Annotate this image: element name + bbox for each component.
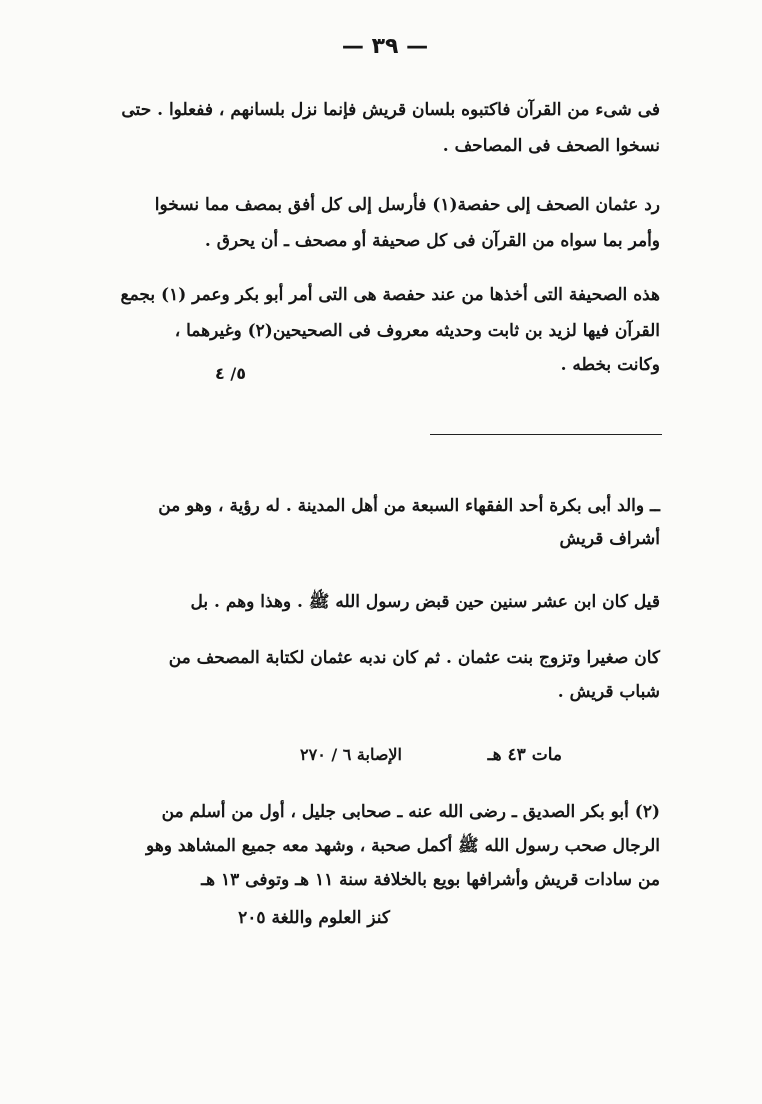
body-line-4: وأمر بما سواه من القرآن فى كل صحيفة أو مصحف ـ أن يحرق . xyxy=(204,231,660,251)
footnote-1-line-4: كان صغيرا وتزوج بنت عثمان . ثم كان ندبه عثمان لكتابة المصحف من xyxy=(168,648,660,668)
footnote-2-line-2: الرجال صحب رسول الله ﷺ أكمل صحبة ، وشهد معه جميع المشاهد وهو xyxy=(146,836,660,856)
footnote-1-death: مات ٤٣ هـ xyxy=(487,745,562,765)
page-number: — ٣٩ — xyxy=(341,34,429,59)
body-line-2: نسخوا الصحف فى المصاحف . xyxy=(442,136,660,156)
body-line-3: رد عثمان الصحف إلى حفصة(١) فأرسل إلى كل أفق بمصف مما نسخوا xyxy=(154,195,660,215)
footnote-1-line-3: قيل كان ابن عشر سنين حين قبض رسول الله ﷺ . وهذا وهم . بل xyxy=(190,592,660,612)
footnote-separator xyxy=(430,434,662,435)
footnote-1-source: الإصابة ٦ / ٢٧٠ xyxy=(300,745,402,764)
footnote-1-line-5: شباب قريش . xyxy=(557,682,660,702)
footnote-1-line-2: أشراف قريش xyxy=(559,529,660,549)
body-line-5: هذه الصحيفة التى أخذها من عند حفصة هى التى أمر أبو بكر وعمر (١) بجمع xyxy=(120,285,660,305)
reference-mark: ٥/ ٤ xyxy=(215,364,246,383)
body-line-1: فى شىء من القرآن فاكتبوه بلسان قريش فإنما نزل بلسانهم ، ففعلوا . حتى xyxy=(121,100,660,120)
footnote-1-line-1: ــ والد أبى بكرة أحد الفقهاء السبعة من أهل المدينة . له رؤية ، وهو من xyxy=(158,496,660,516)
body-line-7: وكانت بخطه . xyxy=(560,355,660,375)
footnote-2-source: كنز العلوم واللغة ٢٠٥ xyxy=(238,908,390,928)
footnote-2-line-1: (٢) أبو بكر الصديق ـ رضى الله عنه ـ صحابى جليل ، أول من أسلم من xyxy=(161,802,660,822)
body-line-6: القرآن فيها لزيد بن ثابت وحديثه معروف فى الصحيحين(٢) وغيرهما ، xyxy=(174,321,660,341)
footnote-2-line-3: من سادات قريش وأشرافها بويع بالخلافة سنة ١١ هـ وتوفى ١٣ هـ xyxy=(201,870,660,890)
